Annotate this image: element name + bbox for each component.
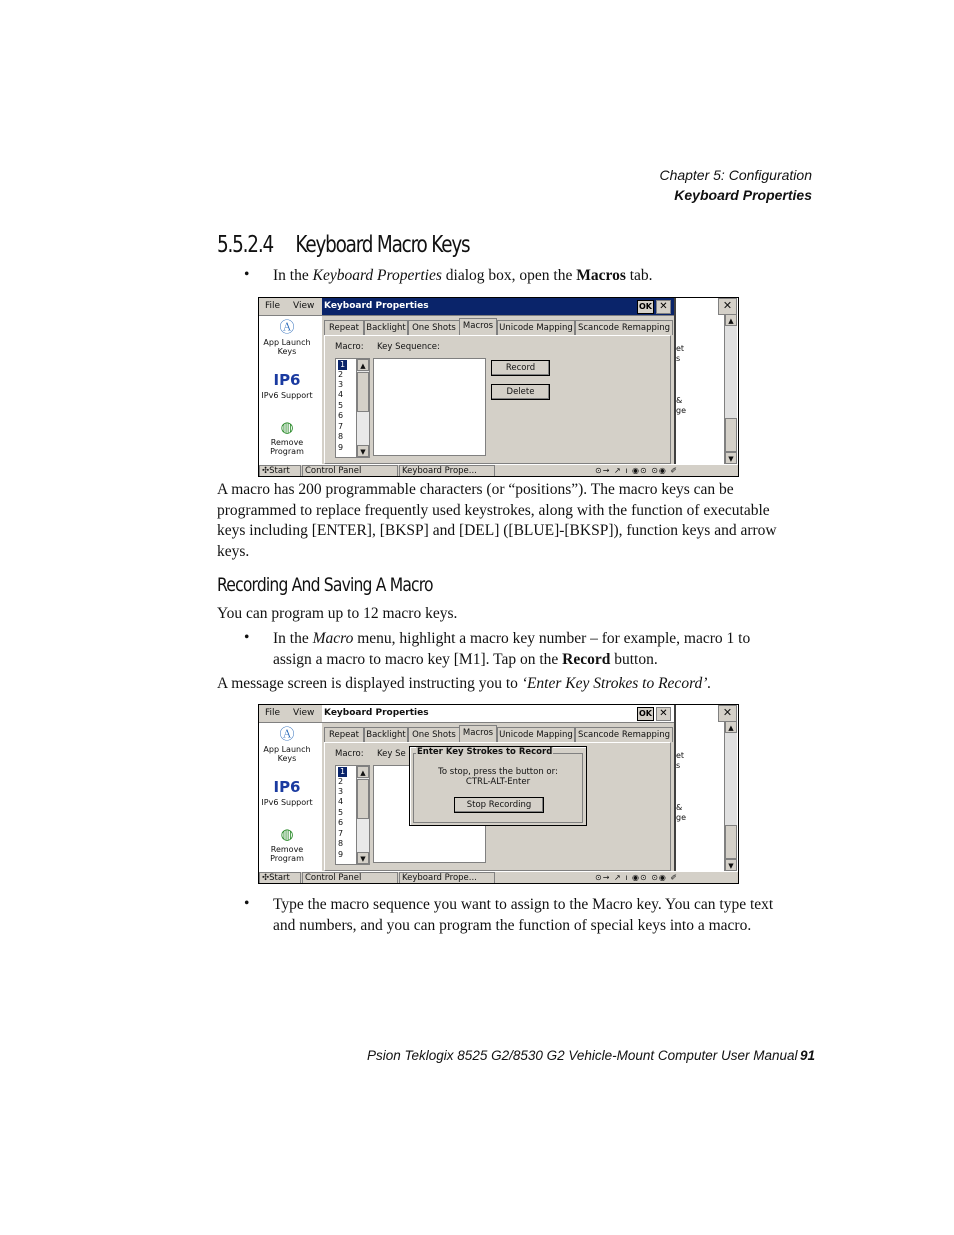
background-text: s — [676, 354, 681, 363]
desktop-menubar — [259, 298, 322, 316]
system-tray[interactable]: ⊙→ ↗ ı ◉⊙ ⊙◉ ✐ — [595, 466, 679, 475]
paragraph-message-screen: A message screen is displayed instructing you to ‘Enter Key Strokes to Record’. — [217, 675, 712, 692]
macro-item[interactable]: 4 — [338, 390, 344, 399]
bullet-marker: • — [244, 895, 250, 912]
scroll-down-icon[interactable]: ▼ — [725, 452, 737, 464]
scroll-thumb[interactable] — [357, 779, 369, 819]
subheading-recording: Recording And Saving A Macro — [217, 574, 433, 596]
background-scrollbar[interactable] — [724, 314, 737, 464]
macro-item[interactable]: 3 — [338, 380, 344, 389]
background-window — [674, 298, 737, 464]
message-title: Enter Key Strokes to Record — [417, 747, 553, 757]
tab-one-shots[interactable]: One Shots — [408, 727, 460, 742]
bullet-marker: • — [244, 266, 250, 283]
section-number: 5.5.2.4 — [217, 232, 273, 258]
remove-programs-icon: ◍ — [280, 418, 294, 436]
keyboard-properties-dialog — [322, 298, 676, 464]
ok-button[interactable]: OK — [637, 707, 654, 721]
taskbar — [259, 871, 738, 884]
section-heading — [217, 232, 469, 258]
start-button[interactable]: ✣Start — [259, 872, 301, 884]
tab-backlight[interactable]: Backlight — [364, 727, 408, 742]
macro-item[interactable]: 6 — [338, 411, 344, 420]
paragraph-macro-description: A macro has 200 programmable characters (or “positions”). The macro keys can be programmed to replace frequently used keystrokes, along with the function of executable keys including [ENTER], [BKSP] and [DEL] ([BLUE]-[BKSP]), function keys and arrow keys. — [217, 481, 777, 560]
macro-list[interactable] — [335, 358, 370, 458]
start-button[interactable]: ✣Start — [259, 465, 301, 477]
macro-label: Macro: — [335, 342, 364, 352]
scroll-down-icon[interactable]: ▼ — [357, 852, 369, 864]
dialog-title: Keyboard Properties — [324, 708, 429, 718]
tab-one-shots[interactable]: One Shots — [408, 320, 460, 335]
desktop-icon-ipv6-support[interactable]: IP6 IPv6 Support — [259, 370, 315, 400]
scroll-thumb[interactable] — [725, 825, 737, 859]
taskbar-control-panel[interactable]: Control Panel — [302, 465, 398, 477]
bullet-open-macros-tab: In the Keyboard Properties dialog box, open the Macros tab. — [273, 267, 653, 284]
delete-button[interactable]: Delete — [491, 384, 550, 400]
scroll-up-icon[interactable]: ▲ — [357, 766, 369, 778]
taskbar — [259, 464, 738, 477]
close-icon[interactable]: ✕ — [718, 298, 737, 315]
macro-item[interactable]: 3 — [338, 787, 344, 796]
tab-unicode-mapping[interactable]: Unicode Mapping — [497, 320, 575, 335]
dialog-titlebar — [322, 298, 674, 316]
remove-programs-icon: ◍ — [280, 825, 294, 843]
dialog-title: Keyboard Properties — [324, 301, 429, 311]
key-sequence-box[interactable] — [373, 358, 486, 456]
background-text: et — [676, 344, 685, 353]
tab-repeat[interactable]: Repeat — [324, 320, 364, 335]
dialog-close-button[interactable]: ✕ — [656, 707, 671, 721]
macro-item[interactable]: 5 — [338, 401, 344, 410]
menu-file[interactable]: File — [265, 301, 281, 311]
app-launch-keys-icon: Ⓐ — [279, 318, 295, 336]
desktop-icons — [259, 722, 321, 871]
message-line: To stop, press the button or: — [438, 767, 558, 777]
section-title: Keyboard Macro Keys — [295, 232, 470, 258]
taskbar-keyboard-properties[interactable]: Keyboard Prope... — [399, 465, 495, 477]
close-icon[interactable]: ✕ — [718, 705, 737, 722]
scroll-up-icon[interactable]: ▲ — [725, 314, 737, 326]
dialog-close-button[interactable]: ✕ — [656, 300, 671, 314]
macro-item[interactable]: 2 — [338, 370, 344, 379]
system-tray[interactable]: ⊙→ ↗ ı ◉⊙ ⊙◉ ✐ — [595, 873, 679, 882]
background-scrollbar[interactable] — [724, 721, 737, 871]
scroll-up-icon[interactable]: ▲ — [357, 359, 369, 371]
bullet-marker: • — [244, 629, 250, 646]
desktop-icon-app-launch-keys[interactable]: Ⓐ App Launch Keys — [259, 317, 315, 356]
scroll-thumb[interactable] — [725, 418, 737, 452]
tab-unicode-mapping[interactable]: Unicode Mapping — [497, 727, 575, 742]
macro-list-scrollbar[interactable] — [356, 359, 369, 457]
start-icon: ✣ — [262, 466, 270, 476]
macro-item[interactable]: 2 — [338, 777, 344, 786]
menu-view[interactable]: View — [293, 301, 315, 311]
scroll-down-icon[interactable]: ▼ — [357, 445, 369, 457]
scroll-thumb[interactable] — [357, 372, 369, 412]
tab-scancode-remapping[interactable]: Scancode Remapping — [575, 727, 673, 742]
tab-macros[interactable]: Macros — [459, 318, 497, 335]
macro-label: Macro: — [335, 749, 364, 759]
tab-repeat[interactable]: Repeat — [324, 727, 364, 742]
taskbar-control-panel[interactable]: Control Panel — [302, 872, 398, 884]
record-button[interactable]: Record — [491, 360, 550, 376]
desktop-icon-app-launch-keys[interactable]: Ⓐ App Launch Keys — [259, 724, 315, 763]
scroll-down-icon[interactable]: ▼ — [725, 859, 737, 871]
macros-panel — [324, 335, 671, 464]
running-header-chapter: Chapter 5: Configuration — [659, 167, 812, 183]
menu-view[interactable]: View — [293, 708, 315, 718]
background-text: et — [676, 751, 685, 760]
background-text: ge — [676, 813, 686, 822]
paragraph-program-limit: You can program up to 12 macro keys. — [217, 605, 458, 622]
app-launch-keys-icon: Ⓐ — [279, 725, 295, 743]
tab-backlight[interactable]: Backlight — [364, 320, 408, 335]
start-icon: ✣ — [262, 873, 270, 883]
macro-item[interactable]: 5 — [338, 808, 344, 817]
macro-item[interactable]: 4 — [338, 797, 344, 806]
desktop-icon-remove-programs[interactable]: ◍ Remove Program — [259, 824, 315, 863]
macro-item[interactable]: 8 — [338, 432, 344, 441]
macro-item[interactable]: 1 — [340, 767, 346, 776]
footer-manual-title: Psion Teklogix 8525 G2/8530 G2 Vehicle-Mount Computer User Manual — [367, 1048, 798, 1063]
macro-list-scrollbar[interactable] — [356, 766, 369, 864]
ipv6-icon: IP6 — [273, 778, 301, 796]
desktop-menubar — [259, 705, 322, 723]
background-window — [674, 705, 737, 871]
desktop-icons — [259, 315, 321, 464]
tab-macros[interactable]: Macros — [459, 725, 497, 742]
message-line: CTRL-ALT-Enter — [465, 777, 531, 787]
macro-item[interactable]: 1 — [340, 360, 346, 369]
macro-item[interactable]: 7 — [338, 829, 344, 838]
key-sequence-label: Key Se — [377, 749, 406, 759]
taskbar-keyboard-properties[interactable]: Keyboard Prope... — [399, 872, 495, 884]
macro-item[interactable]: 6 — [338, 818, 344, 827]
macro-item[interactable]: 8 — [338, 839, 344, 848]
bullet-highlight-macro: In the Macro menu, highlight a macro key number – for example, macro 1 to assign a macro to macro key [M1]. Tap on the Record button. — [273, 630, 751, 668]
screenshot-record-message — [258, 704, 739, 884]
stop-recording-button[interactable]: Stop Recording — [454, 797, 544, 813]
screenshot-macros-tab — [258, 297, 739, 477]
tab-scancode-remapping[interactable]: Scancode Remapping — [575, 320, 673, 335]
dialog-titlebar — [322, 705, 674, 723]
macro-item[interactable]: 9 — [338, 443, 344, 452]
record-message-box — [409, 746, 587, 826]
background-text: s — [676, 761, 681, 770]
desktop-icon-ipv6-support[interactable]: IP6 IPv6 Support — [259, 777, 315, 807]
running-header-section: Keyboard Properties — [674, 187, 812, 203]
bullet-type-sequence: Type the macro sequence you want to assign to the Macro key. You can type text and numbers, and you can program the function of special keys into a macro. — [273, 896, 774, 934]
background-text: ge — [676, 406, 686, 415]
ok-button[interactable]: OK — [637, 300, 654, 314]
background-text: & — [676, 803, 683, 812]
background-text: & — [676, 396, 683, 405]
macro-item[interactable]: 7 — [338, 422, 344, 431]
macro-list[interactable] — [335, 765, 370, 865]
key-sequence-label: Key Sequence: — [377, 342, 440, 352]
desktop-icon-remove-programs[interactable]: ◍ Remove Program — [259, 417, 315, 456]
macro-item[interactable]: 9 — [338, 850, 344, 859]
menu-file[interactable]: File — [265, 708, 281, 718]
ipv6-icon: IP6 — [273, 371, 301, 389]
page-number: 91 — [800, 1048, 816, 1063]
scroll-up-icon[interactable]: ▲ — [725, 721, 737, 733]
